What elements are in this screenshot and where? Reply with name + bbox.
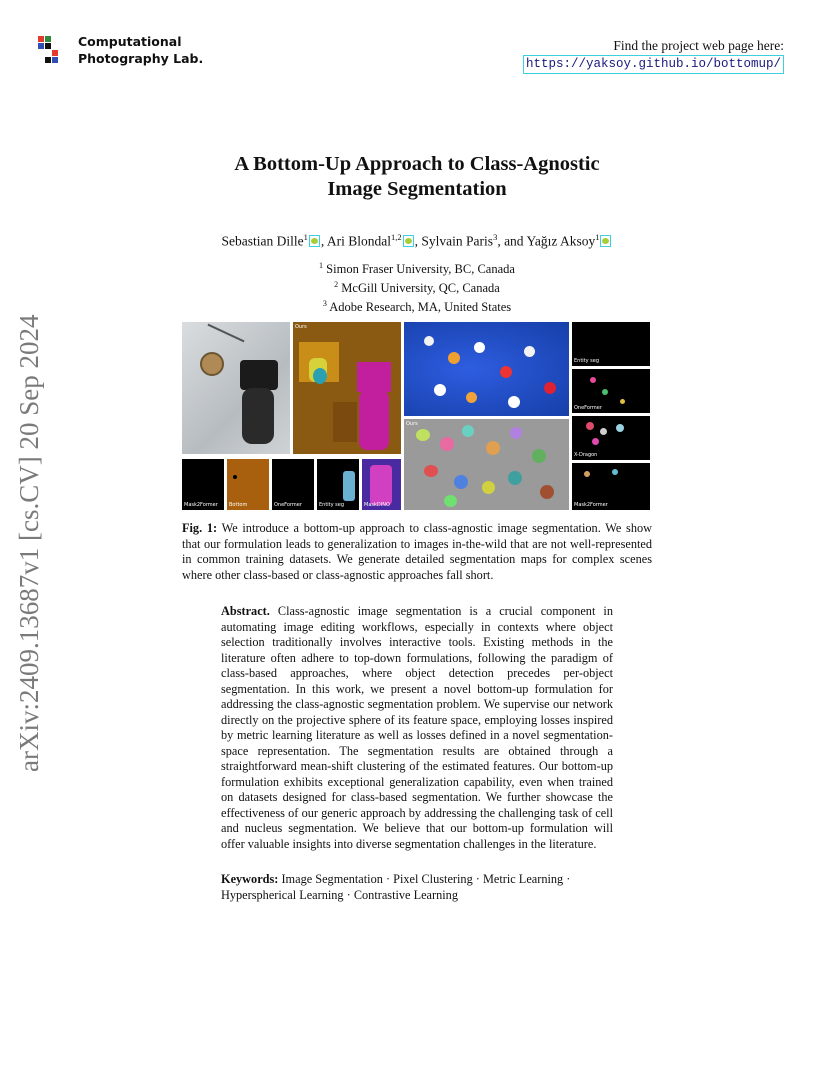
author-name: Sylvain Paris [421,233,494,249]
keywords-text: Image Segmentation · Pixel Clustering · Metric Learning · Hyperspherical Learning · Contrastive Learning [221,872,571,902]
ours-segmentation-camera [293,322,401,454]
abstract-label: Abstract. [221,604,270,618]
keywords-label: Keywords: [221,872,279,886]
entity-result [317,459,359,510]
ours-label-2: Ours [406,421,418,427]
mask2former-result [182,459,224,510]
author-name: Sebastian Dille [221,233,304,249]
author-separator: , and [497,233,527,249]
bottom-label: Bottom [229,502,248,508]
mask2former-result-2 [572,463,650,510]
affiliation: $^3$ Adobe Research, MA, United States [322,299,512,315]
affiliation: $^1$ Simon Fraser University, BC, Canada [319,261,515,277]
figure-caption [182,521,652,583]
abstract [221,604,613,852]
mask2former-label-2: Mask2Former [574,502,608,508]
author-separator: , [320,233,327,249]
author-separator: , [414,233,422,249]
oneformer-label: OneFormer [274,502,302,508]
ours-label: Ours [295,324,307,330]
maskdino-label: MaskDINO [364,502,390,508]
input-photo-camera [182,322,290,454]
maskdino-result [362,459,401,510]
arxiv-identifier: arXiv:2409.13687v1 [cs.CV] 20 Sep 2024 [14,314,44,772]
oneformer-result [272,459,314,510]
sam-label: X-Dragon [574,452,598,458]
mask2former-label: Mask2Former [184,502,218,508]
ours-segmentation-spheres [404,419,569,510]
lab-name-line1: Computational [78,34,182,49]
bottom-result [227,459,269,510]
oneformer-label-2: OneFormer [574,405,602,411]
lab-name-line2: Photography Lab. [78,51,204,66]
teaser-figure [182,322,650,510]
caption-text: We introduce a bottom-up approach to class-agnostic image segmentation. We show that our formulation leads to generalization to images in-the-wild that are not well-represented in common training datasets. We generate detailed segmentation maps for complex scenes where other class-based or class-agnostic approaches fall short. [182,521,653,582]
project-text: Find the project web page here: [613,38,784,53]
caption-label: Fig. 1: [182,521,218,535]
author-name: Ari Blondal [326,233,392,249]
project-info [523,37,784,74]
author-affil-sup: 1 [595,232,600,242]
oneformer-result-2 [572,369,650,413]
entity-seg-result [572,322,650,366]
sam-result [572,416,650,460]
affiliation: $^2$ McGill University, QC, Canada [334,280,500,296]
entity-seg-label: Entity seg [574,358,600,364]
title-line2: Image Segmentation [327,178,507,200]
author-affil-sup: 1,2 [391,232,402,242]
affiliations [240,258,594,315]
orcid-icon[interactable] [309,235,320,247]
lab-name [78,33,203,67]
author-name: Yağız Aksoy [526,233,596,249]
author-affil-sup: 3 [493,232,498,242]
project-link[interactable]: https://yaksoy.github.io/bottomup/ [523,55,784,74]
keywords [221,872,613,903]
title-line1: A Bottom-Up Approach to Class-Agnostic [234,153,600,175]
entity-label: Entity seg [319,502,345,508]
input-photo-spheres [404,322,569,416]
abstract-text: Class-agnostic image segmentation is a crucial component in automating image editing workflows, especially in contexts where object selection traditionally involves interactive tools. Existing methods in the literature often adhere to top-down formulations, following the paradigm of class-based approaches, where object detection precedes per-object segmentation. In this work, we present a novel bottom-up formulation for addressing the class-agnostic segmentation problem. We supervise our network directly on the projective sphere of its feature space, employing losses inspired by metric learning literature as well as losses defined in a novel segmentation-space representation. The segmentation results are obtained through a straightforward mean-shift clustering of the estimated features. Our bottom-up formulation exhibits exceptional generalization capability, even when trained on datasets designed for class-based segmentation. We further showcase the effectiveness of our generic approach by addressing the challenging task of cell and nucleus segmentation. We believe that our bottom-up formulation will offer valuable insights into diverse segmentation challenges in the literature. [221,604,613,851]
author-list [140,228,694,251]
author-affil-sup: 1 [303,232,308,242]
orcid-icon[interactable] [600,235,611,247]
lab-logo [38,34,60,64]
paper-title [150,152,684,202]
orcid-icon[interactable] [403,235,414,247]
